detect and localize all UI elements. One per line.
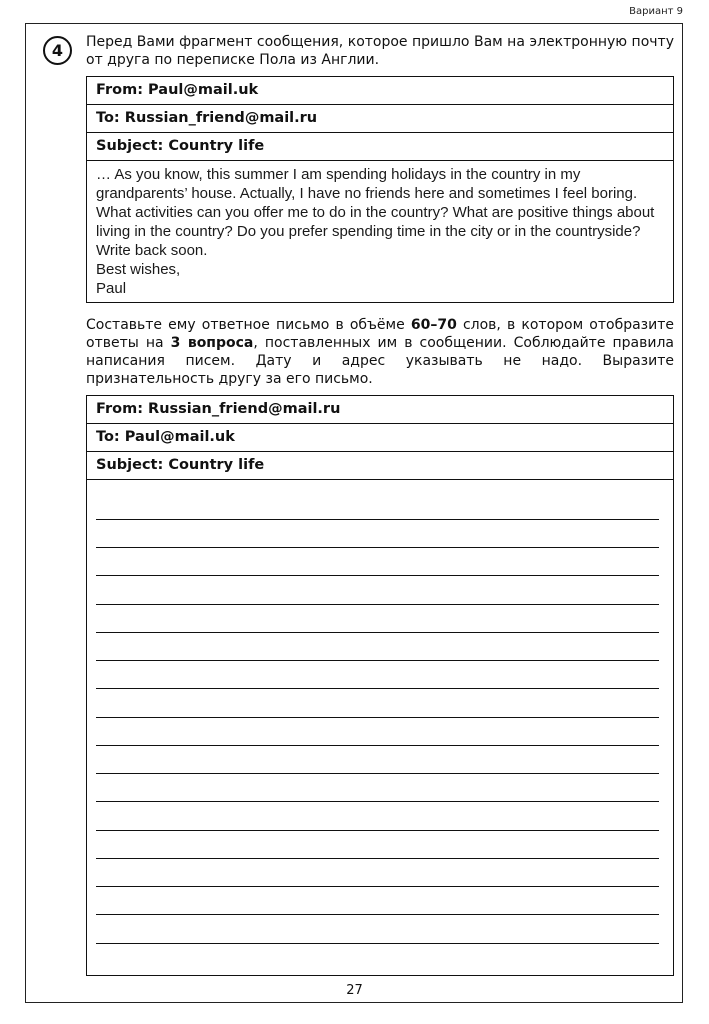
task-intro: Перед Вами фрагмент сообщения, которое пришло Вам на электронную почту от друга по переписке Пола из Англии. [86,34,674,68]
incoming-email [86,76,674,303]
answer-line[interactable] [96,801,659,802]
answer-line[interactable] [96,688,659,689]
answer-line[interactable] [96,830,659,831]
answer-line[interactable] [96,745,659,746]
answer-line[interactable] [96,943,659,944]
reply-subject: Subject: Country life [87,452,673,480]
body-line: Paul [96,280,127,297]
reply-email [86,395,674,976]
instruction-part3: , поставленных им в сообщении. Соблюдайте правила написания писем. Дату и адрес указывать не надо. Выразите признательность другу за его письмо. [86,335,674,387]
body-line: What activities can you offer me to do in the country? What are positive things about [96,204,655,221]
incoming-to: To: Russian_friend@mail.ru [87,105,673,133]
answer-line[interactable] [96,914,659,915]
body-line: … As you know, this summer I am spending holidays in the country in my [96,166,581,183]
answer-line[interactable] [96,773,659,774]
answer-line[interactable] [96,858,659,859]
body-line: living in the country? Do you prefer spending time in the city or in the countryside? [96,223,641,240]
incoming-from: From: Paul@mail.uk [87,77,673,105]
variant-label: Вариант 9 [629,6,683,17]
answer-line[interactable] [96,604,659,605]
instruction-part1: Составьте ему ответное письмо в объёме [86,317,411,333]
body-line: grandparents’ house. Actually, I have no friends here and sometimes I feel boring. [96,185,638,202]
body-line: Write back soon. [96,242,208,259]
body-line: Best wishes, [96,261,181,278]
answer-line[interactable] [96,660,659,661]
answer-line[interactable] [96,547,659,548]
instruction-part2: слов, в котором отобразите ответы на [86,317,674,351]
answer-line[interactable] [96,886,659,887]
answer-line[interactable] [96,575,659,576]
reply-to: To: Paul@mail.uk [87,424,673,452]
answer-line[interactable] [96,519,659,520]
answer-line[interactable] [96,717,659,718]
incoming-subject: Subject: Country life [87,133,673,161]
word-count: 60–70 [410,317,457,333]
task-instruction [86,316,674,388]
task-number-badge: 4 [43,36,72,65]
reply-from: From: Russian_friend@mail.ru [87,396,673,424]
page-number: 27 [346,983,363,998]
answer-lines[interactable] [87,396,673,975]
answer-line[interactable] [96,632,659,633]
question-count: 3 вопроса [170,335,254,351]
incoming-body [87,161,673,298]
